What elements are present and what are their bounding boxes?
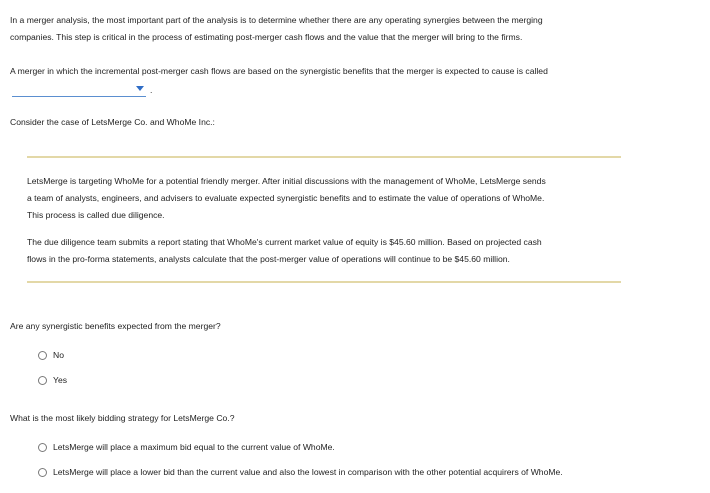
question-2-text: Are any synergistic benefits expected from the merger?	[10, 321, 221, 331]
case-top-divider	[27, 156, 621, 158]
case-para-1-line-2: a team of analysts, engineers, and advisers to evaluate expected synergistic benefits and to estimate the value of operations of WhoMe.	[27, 193, 545, 203]
case-para-2-line-1: The due diligence team submits a report stating that WhoMe's current market value of equity is $45.60 million. Based on projected cash	[27, 237, 542, 247]
question-1-period: .	[150, 85, 153, 95]
option-maximum-bid[interactable]	[38, 441, 335, 453]
intro-line-2: companies. This step is critical in the process of estimating post-merger cash flows and the value that the merger will bring to the firms.	[10, 32, 523, 42]
case-para-2-line-2: flows in the pro-forma statements, analysts calculate that the post-merger value of operations will continue to be $45.60 million.	[27, 254, 510, 264]
option-yes[interactable]	[38, 374, 67, 386]
intro-line-1: In a merger analysis, the most important part of the analysis is to determine whether there are any operating synergies between the merging	[10, 15, 543, 25]
merger-type-dropdown[interactable]	[12, 84, 146, 97]
option-lower-bid-label: LetsMerge will place a lower bid than the current value and also the lowest in comparison with the other potential acquirers of WhoMe.	[53, 467, 563, 477]
case-para-1-line-1: LetsMerge is targeting WhoMe for a potential friendly merger. After initial discussions with the management of WhoMe, LetsMerge sends	[27, 176, 546, 186]
option-lower-bid[interactable]	[38, 466, 563, 478]
option-no-label: No	[53, 350, 64, 360]
option-no[interactable]	[38, 349, 64, 361]
radio-button-icon[interactable]	[38, 443, 47, 452]
option-maximum-bid-label: LetsMerge will place a maximum bid equal to the current value of WhoMe.	[53, 442, 335, 452]
radio-button-icon[interactable]	[38, 468, 47, 477]
case-para-1-line-3: This process is called due diligence.	[27, 210, 165, 220]
radio-button-icon[interactable]	[38, 351, 47, 360]
radio-button-icon[interactable]	[38, 376, 47, 385]
option-yes-label: Yes	[53, 375, 68, 385]
case-intro: Consider the case of LetsMerge Co. and WhoMe Inc.:	[10, 117, 215, 127]
case-bottom-divider	[27, 281, 621, 283]
dropdown-caret-icon	[136, 86, 144, 91]
question-3-text: What is the most likely bidding strategy for LetsMerge Co.?	[10, 413, 235, 423]
question-1-text: A merger in which the incremental post-merger cash flows are based on the synergistic benefits that the merger is expected to cause is called	[10, 66, 548, 76]
